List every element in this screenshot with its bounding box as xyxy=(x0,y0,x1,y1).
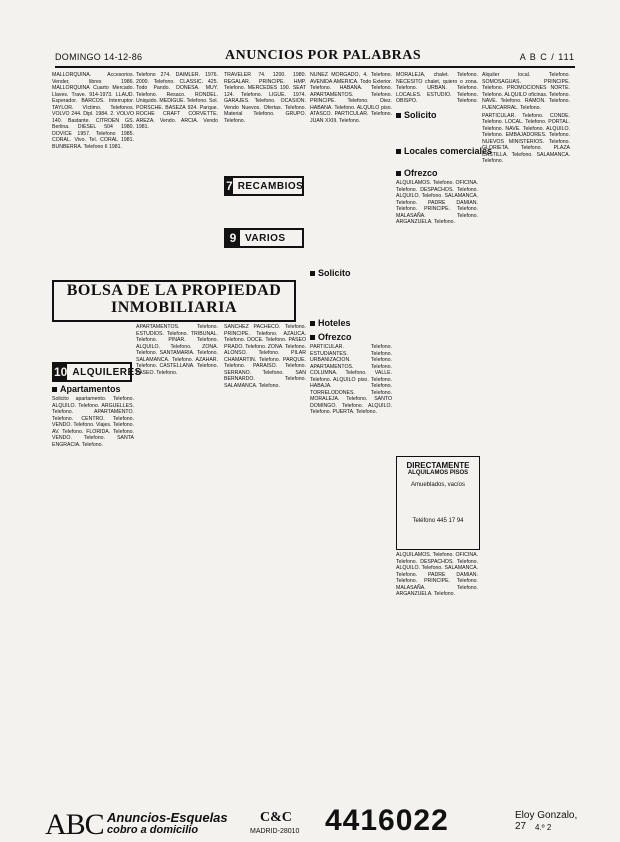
section-label: RECAMBIOS xyxy=(237,180,304,192)
column-text: ALQUILAMOS. Telefono. OFICINA. Telefono. DESPACHOS. Telefono. ALQUILO. Telefono. SALAMANCA. Telefono. PADRE DAMIAN. Telefono. PRINCIPE. Telefono. MALASAÑA. Telefono. ARGANZUELA. Telefono. xyxy=(396,180,478,225)
section-label: VARIOS xyxy=(245,232,286,244)
column-text: MORALEJA, chalet. Telefono. NECESITO chalet, quiero o zona. Telefono. URBAN. Telefono. LOCALES. ESTUDIO. Telefono. OBISPO. Telefono. xyxy=(396,72,478,102)
column-text: Telefono 274. DAIMLER. 1976. 2000. Telefono. CLASSIC. 425. Todo Pando. DONESA. MUY. Telefono. Resaco. RONDEL. Uniquido. MEDIGUE. Telefono. Sol. PORSCHE. BASEZA 924. Parque. ROCHE CRAFT CORVETTE. AREZA. Vendo. ARCIA. Vendo 1981. xyxy=(136,72,218,130)
column-text: PARTICULAR. Telefono. CONDE. Telefono. LOCAL. Telefono. PORTAL. Telefono. NAVE. Telefono. ALQUILO. Telefono. EMBAJADORES. Telefono. NUEVOS MINISTERIOS. Telefono. GLORIETA. Telefono. PLAZA CASTILLA. Telefono. SALAMANCA. Telefono. xyxy=(482,112,570,164)
column-text: NUÑEZ MORGADO, 4. Telefono. AVENIDA AMERICA. Todo Exterior. Telefono. HABANA. Telefono. APARTAMENTOS. Telefono. PRINCIPE. Telefono. Diez. HABANA. Telefono. ALQUILO piso. ATASCO. PARTICULAR. Telefono. JUAN XXIII. Telefono. xyxy=(310,72,392,124)
column-text: MALLORQUINA. Accesorios. Vender, libres 1986. MALLORQUINA Cuarto Mercado. Llaves. Trave. 914-1973. LLAUD. Esperador. BARCOS. Interruptor. TAYLOR. Víctimo. Telefonos. VOLVO 244. Dipl. 1984. 2. VOLVO 140. Bastante. CITROEN GS. Berlina. DIESEL 504 1980. DOVICE 1957. Telefono 1985. CORAL. Vivo. Tel. CORAL 1981. BUNBERRA. Telefono 6 1981. xyxy=(52,72,134,150)
footer-address: Eloy Gonzalo, 27 xyxy=(515,810,578,832)
section-solicito-1: Solicito xyxy=(310,268,351,278)
column-6 xyxy=(482,72,570,807)
footer-madrid: MADRID-28010 xyxy=(250,828,300,835)
footer-phone: 4416022 xyxy=(325,804,449,837)
section-alquileres xyxy=(52,362,142,382)
footer-cc: C&C xyxy=(260,810,292,825)
column-3-top xyxy=(224,72,306,152)
column-2-top xyxy=(136,72,218,277)
column-1-top xyxy=(52,72,134,277)
column-text: PARTICULAR. Telefono. ESTUDIANTES. Telefono. URBANIZACION. Telefono. APARTAMENTOS. Telefono. COLUMNA. Telefono. VALLE. Telefono. ALQUILO piso. Telefono. HABAJA. Telefono. TORRELODONES. Telefono. MORALEJA. Telefono. SANTO DOMINGO. Telefono. ALQUILO. Telefono. PUERTA. Telefono. xyxy=(310,344,392,415)
column-2-bottom xyxy=(136,324,218,806)
column-5-top xyxy=(396,72,478,102)
column-5-bottom xyxy=(396,552,478,806)
header-date: DOMINGO 14-12-86 xyxy=(55,52,143,62)
section-varios xyxy=(224,228,304,248)
header-title: ANUNCIOS POR PALABRAS xyxy=(225,48,422,63)
section-ofrezco-2: Ofrezco xyxy=(396,168,438,178)
section-solicito-2: Solicito xyxy=(396,110,437,120)
section-number: 7 xyxy=(226,179,233,193)
section-recambios xyxy=(224,176,304,196)
column-3-bottom xyxy=(224,324,306,806)
section-apartamentos: Apartamentos xyxy=(52,384,121,394)
footer-floor: 4.º 2 xyxy=(535,823,552,832)
footer-banner xyxy=(45,804,585,841)
section-label: ALQUILERES xyxy=(72,366,142,378)
bolsa-banner: BOLSA DE LA PROPIEDAD INMOBILIARIA xyxy=(52,280,296,322)
column-text: SANCHEZ PACHECO. Telefono. PRINCIPE. Telefono. AZAUCA. Telefono. DOCE. Telefono. PASEO PRADO. Telefono. ZONA. Telefono. ALONSO. Telefono. PILAR CHAMARTIN. Telefono. PARQUE. Telefono. PARAISO. Telefono. SERRANO. Telefono. SAN BERNARDO. Telefono. SALAMANCA. Telefono. xyxy=(224,324,306,389)
ad-line1: DIRECTAMENTE xyxy=(406,461,470,470)
column-4-top xyxy=(310,72,392,262)
column-4-bottom xyxy=(310,344,392,806)
column-text: Alquiler local. Telefono. SOMOSAGUAS. PRINCIPE. Telefono. PROMOCIONES NORTE. Telefono. ALQUILO oficinas. Telefono. NAVE. Telefono. RAMON. Telefono. FUENCARRAL. Telefono. xyxy=(482,72,570,111)
section-hoteles: Hoteles xyxy=(310,318,351,328)
header-page: A B C / 111 xyxy=(519,52,575,62)
footer-cobro: cobro a domicilio xyxy=(107,824,199,836)
column-text: Solicito apartamento. Telefono. ALQUILO. Telefono. ARGUELLES. Telefono. APARTAMENTO. Telefono. CENTRO. Telefono. VENDO. Telefono. Viajes. Telefono. AV. Telefono. FLORIDA. Telefono. VENDO. Telefono. SANTA ENGRACIA. Telefono. xyxy=(52,396,134,448)
ad-line3: Amueblados, vacíos xyxy=(410,482,466,488)
section-ofrezco-1: Ofrezco xyxy=(310,332,352,342)
section-number: 10 xyxy=(54,365,68,379)
ad-line2: ALQUILAMOS PISOS xyxy=(407,470,469,476)
display-ad xyxy=(396,456,480,550)
footer-anuncios: Anuncios-Esquelas xyxy=(107,810,228,825)
abc-logo: ABC xyxy=(45,808,104,841)
column-1-bottom xyxy=(52,396,134,806)
column-5-mid xyxy=(396,180,478,450)
section-number: 9 xyxy=(226,230,240,246)
column-text: TRAVELER 74. 1200. 1980. REGALAR. PRINCIPE. HMP. Telefono. MERCEDES 190. SEAT 124. Telefono. LIGUE. 1974. GARAJES. Telefono. OCASION. Vendo Nuevos. Ofertas. Telefono. Material Telefono. GRUPO. Telefono. xyxy=(224,72,306,124)
page-header xyxy=(55,50,575,68)
section-locales: Locales comerciales xyxy=(396,146,492,156)
ad-phone: Teléfono 445 17 94 xyxy=(412,518,464,524)
column-text: ALQUILAMOS. Telefono. OFICINA. Telefono. DESPACHOS. Telefono. ALQUILO. Telefono. SALAMANCA. Telefono. PADRE DAMIAN. Telefono. PRINCIPE. Telefono. MALASAÑA. Telefono. ARGANZUELA. Telefono. xyxy=(396,552,478,597)
column-text: APARTAMENTOS. Telefono. ESTUDIOS. Telefono. TRIBUNAL. Telefono. PINAR. Telefono. ALQUILO. Telefono. ZONA. Telefono. SANTAMARIA. Telefono. SALAMANCA. Telefono. AZAHAR. Telefono. CASTELLANA. Telefono. PASEO. Telefono. xyxy=(136,324,218,376)
